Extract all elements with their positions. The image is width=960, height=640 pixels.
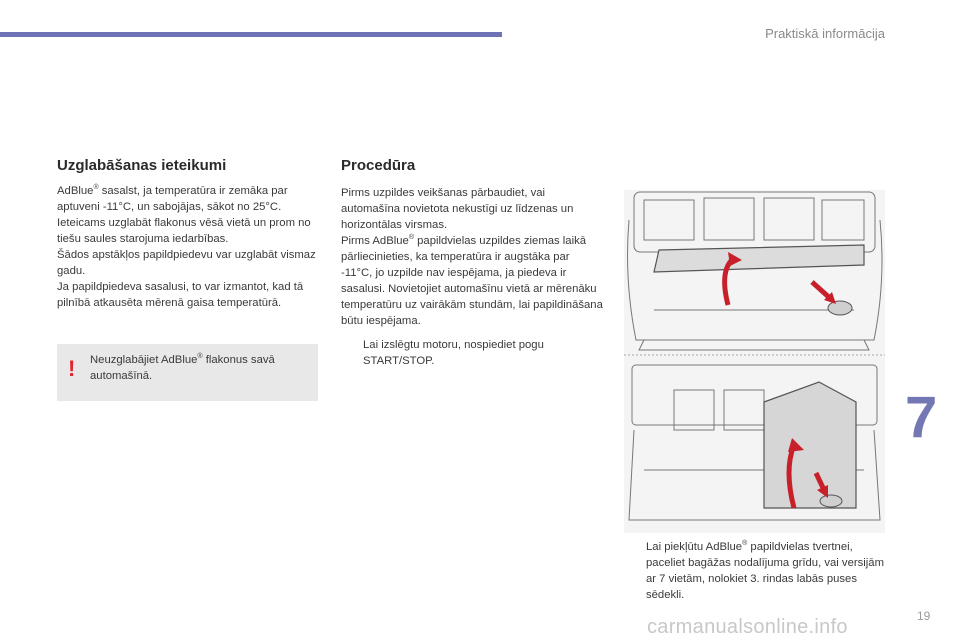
- procedure-heading: Procedūra: [341, 157, 416, 174]
- storage-paragraph-2: Ieteicams uzglabāt flakonus vēsā vietā un prom no tiešu saules starojuma iedarbības.: [57, 217, 311, 245]
- page-number: 19: [917, 609, 931, 623]
- chapter-number: 7: [905, 385, 938, 450]
- watermark: carmanualsonline.info: [647, 616, 848, 638]
- storage-paragraph-3: Šādos apstākļos papildpiedevu var uzglabāt vismaz gadu.: [57, 249, 316, 277]
- procedure-paragraph-1: Pirms uzpildes veikšanas pārbaudiet, vai automašīna novietota nekustīgi uz līdzenas un horizontālas virsmas.: [341, 187, 574, 231]
- storage-paragraph-4: Ja papildpiedeva sasalusi, to var izmantot, kad tā pilnībā atkausēta mērenā gaisa temperatūrā.: [57, 281, 304, 309]
- warning-icon: !: [68, 356, 76, 381]
- procedure-text: [341, 185, 603, 329]
- warning-text: Neuzglabājiet AdBlue® flakonus savā automašīnā.: [90, 353, 275, 382]
- storage-heading: Uzglabāšanas ieteikumi: [57, 157, 227, 174]
- bullet-access-tank-text: Lai piekļūtu AdBlue® papildvielas tvertnei, paceliet bagāžas nodalījuma grīdu, vai versijām ar 7 vietām, nolokiet 3. rindas labās puses sēdekli.: [646, 540, 884, 601]
- procedure-paragraph-2: Pirms AdBlue® papildvielas uzpildes ziemas laikā pārliecinieties, ka temperatūra ir augstāka par -11°C, jo uzpilde nav iespējama, ja piedeva ir sasalusi. Novietojiet automašīnu vietā ar mērenāku temperatūru uz vairākām stundām, lai papildināšana būtu iespējama.: [341, 234, 603, 327]
- storage-text: [57, 183, 321, 311]
- storage-paragraph-1: AdBlue® sasalst, ja temperatūra ir zemāka par aptuveni -11°C, un sabojājas, sākot no 25°C.: [57, 184, 288, 213]
- folded-seat: [764, 382, 856, 508]
- trunk-illustration: [624, 190, 885, 533]
- header-accent-bar: [0, 32, 502, 37]
- tank-cap-upper: [828, 301, 852, 315]
- section-title: Praktiskā informācija: [765, 26, 885, 41]
- tank-cap-lower: [820, 495, 842, 507]
